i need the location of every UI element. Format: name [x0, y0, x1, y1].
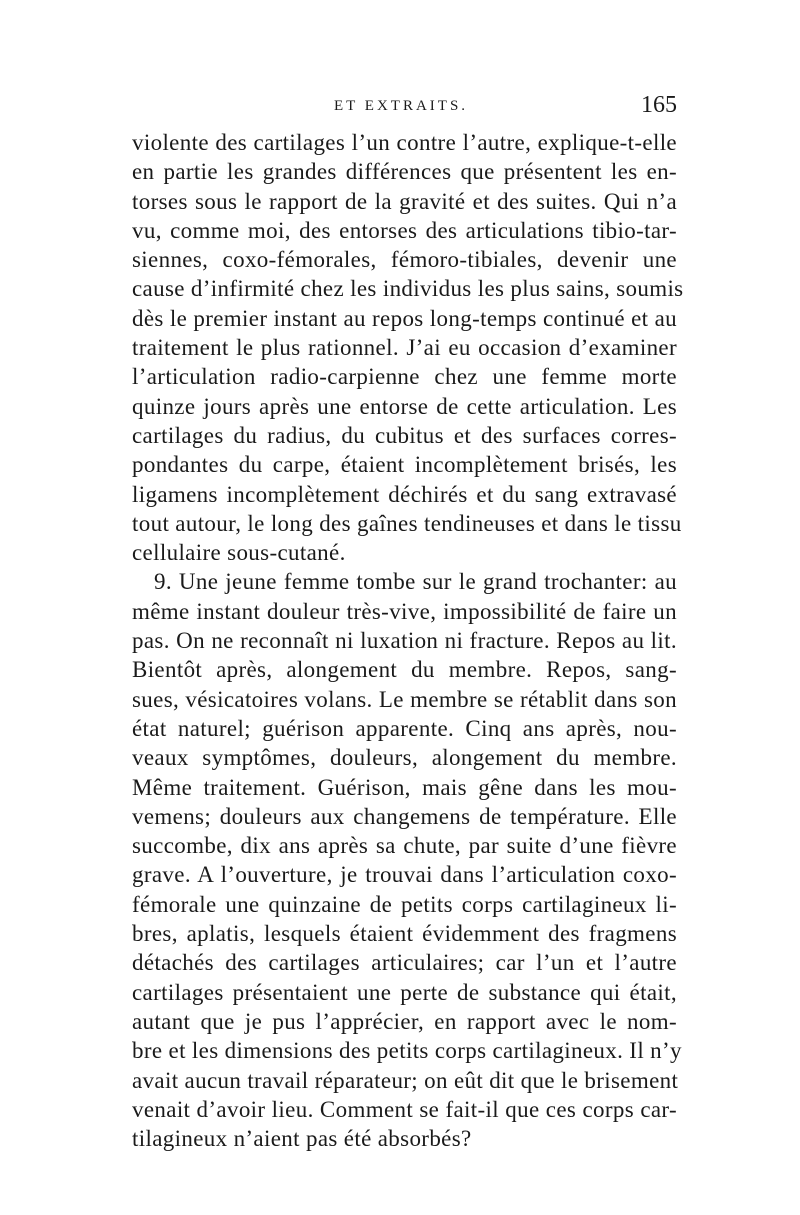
- text-line: pas. On ne reconnaît ni luxation ni fracture. Repos au lit.: [132, 628, 677, 654]
- text-line: bre et les dimensions des petits corps cartilagineux. Il n’y: [132, 1038, 682, 1064]
- text-line: autant que je pus l’apprécier, en rapport avec le nom-: [132, 1008, 677, 1034]
- running-head: [132, 92, 677, 128]
- text-line: en partie les grandes différences que présentent les en-: [132, 159, 677, 185]
- paragraph-end-line: cellulaire sous-cutané.: [132, 540, 346, 566]
- running-title: ET EXTRAITS.: [334, 98, 469, 114]
- text-line: grave. A l’ouverture, je trouvai dans l’articulation coxo-: [132, 862, 677, 888]
- text-line: avait aucun travail réparateur; on eût dit que le brisement: [132, 1067, 679, 1093]
- text-line: Même traitement. Guérison, mais gêne dans les mou-: [132, 774, 677, 800]
- body-text: [132, 128, 684, 1153]
- text-line: succombe, dix ans après sa chute, par suite d’une fièvre: [132, 833, 677, 859]
- text-line: cause d’infirmité chez les individus les plus sains, soumis: [132, 276, 684, 302]
- text-line: dès le premier instant au repos long-temps continué et au: [132, 305, 677, 331]
- text-line: fémorale une quinzaine de petits corps cartilagineux li-: [132, 891, 677, 917]
- text-line: cartilages présentaient une perte de substance qui était,: [132, 979, 677, 1005]
- book-page: [132, 92, 684, 1153]
- text-line: vu, comme moi, des entorses des articulations tibio-tar-: [132, 217, 677, 243]
- text-line: l’articulation radio-carpienne chez une femme morte: [132, 364, 677, 390]
- text-line: détachés des cartilages articulaires; car l’un et l’autre: [132, 950, 677, 976]
- text-line: siennes, coxo-fémorales, fémoro-tibiales, devenir une: [132, 247, 677, 273]
- paragraph-end-line: tilagineux n’aient pas été absorbés?: [132, 1126, 472, 1152]
- text-line: veaux symptômes, douleurs, alongement du membre.: [132, 745, 677, 771]
- text-line: vemens; douleurs aux changemens de température. Elle: [132, 803, 677, 829]
- text-line: sues, vésicatoires volans. Le membre se rétablit dans son: [132, 686, 677, 712]
- text-line: pondantes du carpe, étaient incomplètement brisés, les: [132, 452, 677, 478]
- text-line: cartilages du radius, du cubitus et des surfaces corres-: [132, 422, 677, 448]
- page-number: 165: [641, 92, 677, 118]
- text-line: traitement le plus rationnel. J’ai eu occasion d’examiner: [132, 335, 677, 361]
- text-line: Bientôt après, alongement du membre. Repos, sang-: [132, 657, 677, 683]
- text-line: violente des cartilages l’un contre l’autre, explique-t-elle: [132, 130, 677, 155]
- text-line: même instant douleur très-vive, impossibilité de faire un: [132, 598, 677, 624]
- text-line: ligamens incomplètement déchirés et du sang extravasé: [132, 481, 677, 507]
- text-line: torses sous le rapport de la gravité et des suites. Qui n’a: [132, 188, 677, 214]
- text-line: venait d’avoir lieu. Comment se fait-il que ces corps car-: [132, 1096, 677, 1122]
- text-line: bres, aplatis, lesquels étaient évidemment des fragmens: [132, 921, 677, 947]
- paragraph-start-line: 9. Une jeune femme tombe sur le grand trochanter: au: [154, 569, 677, 595]
- text-line: tout autour, le long des gaînes tendineuses et dans le tissu: [132, 510, 682, 536]
- text-line: quinze jours après une entorse de cette articulation. Les: [132, 393, 677, 419]
- text-line: état naturel; guérison apparente. Cinq ans après, nou-: [132, 715, 677, 741]
